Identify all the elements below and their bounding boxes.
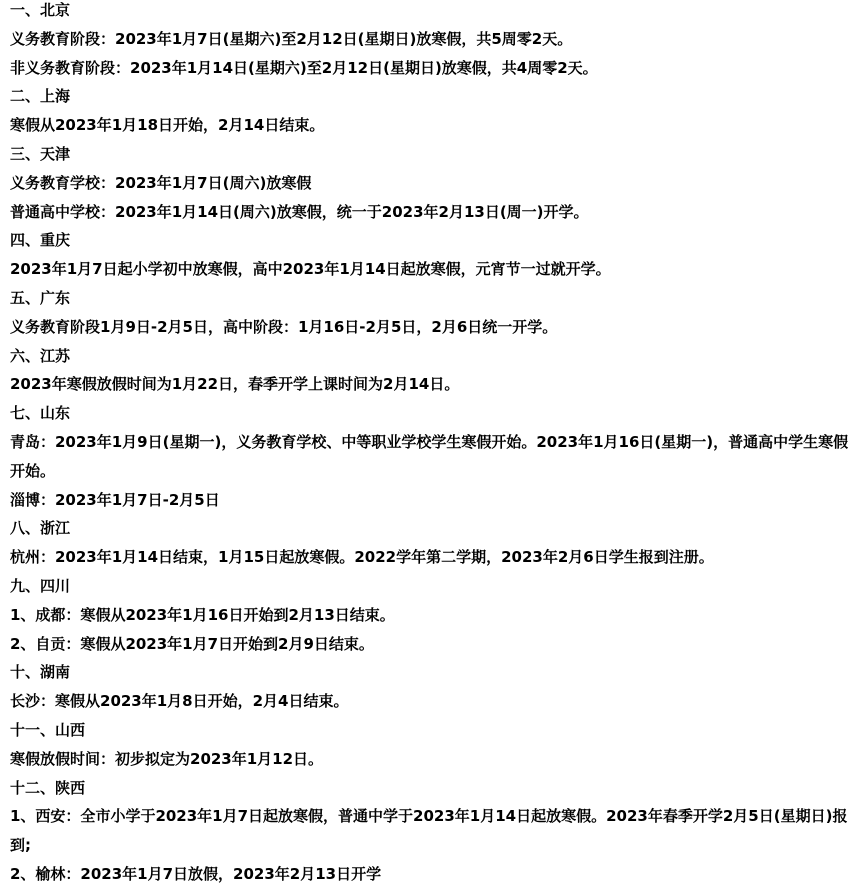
text-line: 1、成都：寒假从2023年1月16日开始到2月13日结束。 (10, 605, 395, 624)
text-line: 2、榆林：2023年1月7日放假，2023年2月13日开学 (10, 864, 382, 883)
section-heading-hunan: 十、湖南 (10, 663, 71, 682)
section-heading-sichuan: 九、四川 (10, 576, 71, 595)
section-heading-shanxi: 十一、山西 (10, 720, 86, 739)
text-line: 非义务教育阶段：2023年1月14日(星期六)至2月12日(星期日)放寒假，共4周零2天。 (10, 58, 598, 77)
text-paragraph: 青岛：2023年1月9日(星期一)，义务教育学校、中等职业学校学生寒假开始。2023年1月16日(星期一)，普通高中学生寒假开始。 (10, 432, 849, 480)
text-line: 义务教育阶段1月9日-2月5日，高中阶段：1月16日-2月5日，2月6日统一开学。 (10, 317, 558, 336)
text-line: 2、自贡：寒假从2023年1月7日开始到2月9日结束。 (10, 634, 374, 653)
text-line: 义务教育阶段：2023年1月7日(星期六)至2月12日(星期日)放寒假，共5周零2天。 (10, 29, 573, 48)
text-line: 2023年1月7日起小学初中放寒假，高中2023年1月14日起放寒假，元宵节一过就开学。 (10, 260, 611, 279)
text-paragraph: 1、西安：全市小学于2023年1月7日起放寒假，普通中学于2023年1月14日起放寒假。2023年春季开学2月5日(星期日)报到; (10, 807, 848, 855)
section-heading-chongqing: 四、重庆 (10, 231, 71, 250)
section-heading-shanghai: 二、上海 (10, 87, 71, 106)
text-line: 长沙：寒假从2023年1月8日开始，2月4日结束。 (10, 692, 349, 711)
section-heading-beijing: 一、北京 (10, 1, 71, 19)
text-line: 寒假放假时间：初步拟定为2023年1月12日。 (10, 749, 324, 768)
section-heading-jiangsu: 六、江苏 (10, 346, 71, 365)
section-heading-shandong: 七、山东 (10, 404, 71, 423)
section-heading-tianjin: 三、天津 (10, 144, 71, 163)
section-heading-guangdong: 五、广东 (10, 288, 71, 307)
text-line: 杭州：2023年1月14日结束，1月15日起放寒假。2022学年第二学期，2023年2月6日学生报到注册。 (10, 548, 714, 567)
section-heading-zhejiang: 八、浙江 (10, 519, 71, 538)
text-line: 义务教育学校：2023年1月7日(周六)放寒假 (10, 173, 312, 192)
text-line: 2023年寒假放假时间为1月22日，春季开学上课时间为2月14日。 (10, 375, 460, 394)
text-line: 淄博：2023年1月7日-2月5日 (10, 490, 220, 509)
section-heading-shaanxi: 十二、陕西 (10, 778, 86, 797)
text-line: 寒假从2023年1月18日开始，2月14日结束。 (10, 116, 325, 135)
text-line: 普通高中学校：2023年1月14日(周六)放寒假，统一于2023年2月13日(周一)开学。 (10, 202, 589, 221)
